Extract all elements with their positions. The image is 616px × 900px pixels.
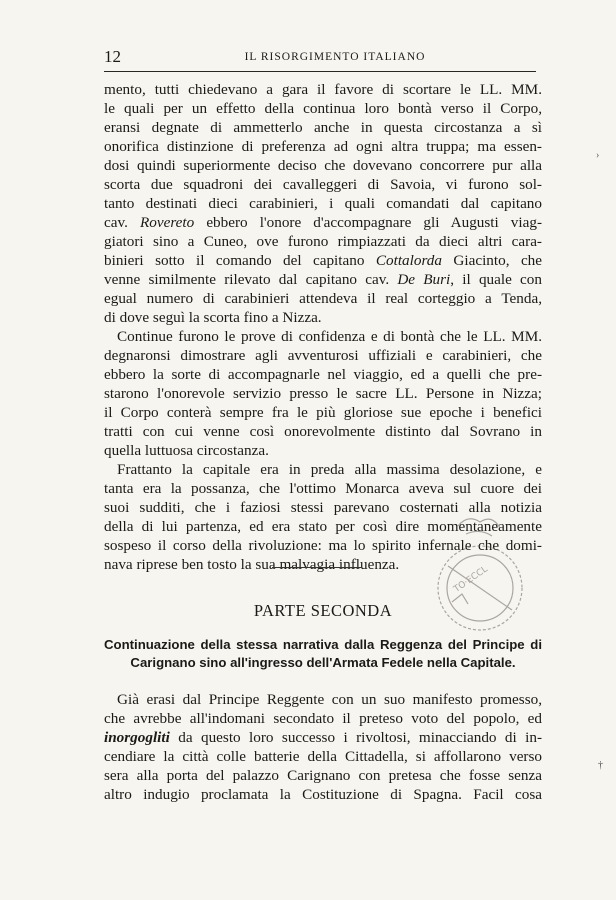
text-line: Continue furono le prove di confidenza e di bontà che le LL. MM.: [117, 328, 542, 345]
text-line: il Corpo conterà sempre fra le più gloriose sue epoche i benefici: [104, 404, 542, 421]
text-line: dosi quindi superiormente deciso che dovevano concorrere pur alla: [104, 157, 542, 174]
page-header: [104, 46, 536, 68]
text-line: eransi degnate di ammetterlo anche in questa circostanza a sì: [104, 119, 542, 136]
text-line: nava riprese ben tosto la sua malvagia influenza.: [104, 556, 400, 573]
text-line: Già erasi dal Principe Reggente con un suo manifesto promesso,: [117, 691, 542, 708]
text-line: degnaronsi dimostrare agli avventurosi uffiziali e carabinieri, che: [104, 347, 542, 364]
text-line: venne similmente rilevato dal capitano cav. De Buri, il quale con: [104, 271, 542, 288]
library-stamp-icon: [418, 506, 542, 656]
emphasized-word: inorgogliti: [104, 729, 170, 746]
text-line: le quali per un effetto della continua loro bontà verso il Corpo,: [104, 100, 542, 117]
text-line: che avrebbe all'indomani secondato il preteso voto del popolo, ed: [104, 710, 542, 727]
person-name-italic: De Buri: [397, 271, 451, 288]
text-line: onorifica distinzione di preferenza ad ogni altra truppa; ma essen-: [104, 138, 542, 155]
text-line: cendiare la città colle batterie della Cittadella, si affollarono verso: [104, 748, 542, 765]
margin-mark: †: [598, 760, 603, 771]
text-line: mento, tutti chiedevano a gara il favore di scortare le LL. MM.: [104, 81, 542, 98]
text-line: sospeso il corso della rivoluzione: ma lo spirito infernale che domi-: [104, 537, 542, 554]
text-line: scorta due squadroni dei cavalleggeri di Savoia, vi furono sol-: [104, 176, 542, 193]
page-number: 12: [104, 47, 121, 66]
text-line: di dove seguì la scorta fino a Nizza.: [104, 309, 322, 326]
running-title: IL RISORGIMENTO ITALIANO: [244, 51, 426, 63]
text-line: tratti con cui venne così onorevolmente distinto dal Sovrano in: [104, 423, 542, 440]
margin-mark: ›: [596, 150, 600, 161]
svg-text:TO·ECCL: TO·ECCL: [452, 564, 490, 595]
text-line: ebbero la sorte di accompagnarle nel viaggio, ed a quelli che pre-: [104, 366, 542, 383]
section-title: PARTE SECONDA: [253, 601, 393, 620]
text-line: cav. Roveretо ebbero l'onore d'accompagnare gli Augusti viag-: [104, 214, 543, 231]
section-subtitle: [104, 636, 542, 672]
text-line: tanto destinati dieci carabinieri, i quali comandati dal capitano: [104, 195, 542, 212]
text-line: starono l'onorevole servizio presso le sacre LL. Persone in Nizza;: [104, 385, 542, 402]
text-line: giatori sino a Cuneo, ove furono rimpiazzati da dieci altri cara-: [104, 233, 542, 250]
text-line: della di lui partenza, ed era stato per così dire momentaneamente: [104, 518, 542, 535]
section-divider: [272, 567, 362, 568]
paragraph-2: [104, 327, 542, 460]
text-line: binieri sotto il comando del capitano Cottalorda Giacinto, che: [104, 252, 543, 269]
paragraph-4: [104, 690, 542, 804]
text-line: quella luttuosa circostanza.: [104, 442, 269, 459]
text-line: Frattanto la capitale era in preda alla massima desolazione, e: [117, 461, 542, 478]
paragraph-1: [104, 80, 542, 327]
subtitle-line: Continuazione della stessa narrativa dalla Reggenza del Principe di: [104, 637, 542, 652]
text-line: egual numero di carabinieri attendeva il real corteggio a Tenda,: [104, 290, 542, 307]
text-line: tanta era la possanza, che l'ottimo Monarca aveva sul cuore dei: [104, 480, 542, 497]
person-name-italic: Roveretо: [139, 214, 195, 231]
text-line: altro indugio proclamata la Costituzione di Spagna. Facil cosa: [104, 786, 542, 803]
text-line: inorgogliti da questo loro successo i rivoltosi, minacciando di in-: [104, 729, 542, 746]
subtitle-line: Carignano sino all'ingresso dell'Armata Fedele nella Capitale.: [130, 655, 516, 670]
text-line: sera alla porta del palazzo Carignano con pretesa che fosse senza: [104, 767, 542, 784]
person-name-italic: Cottalorda: [375, 252, 442, 269]
text-line: suoi sudditi, che i faziosi stessi parevano costernati alla notizia: [104, 499, 542, 516]
header-rule: [104, 71, 536, 72]
